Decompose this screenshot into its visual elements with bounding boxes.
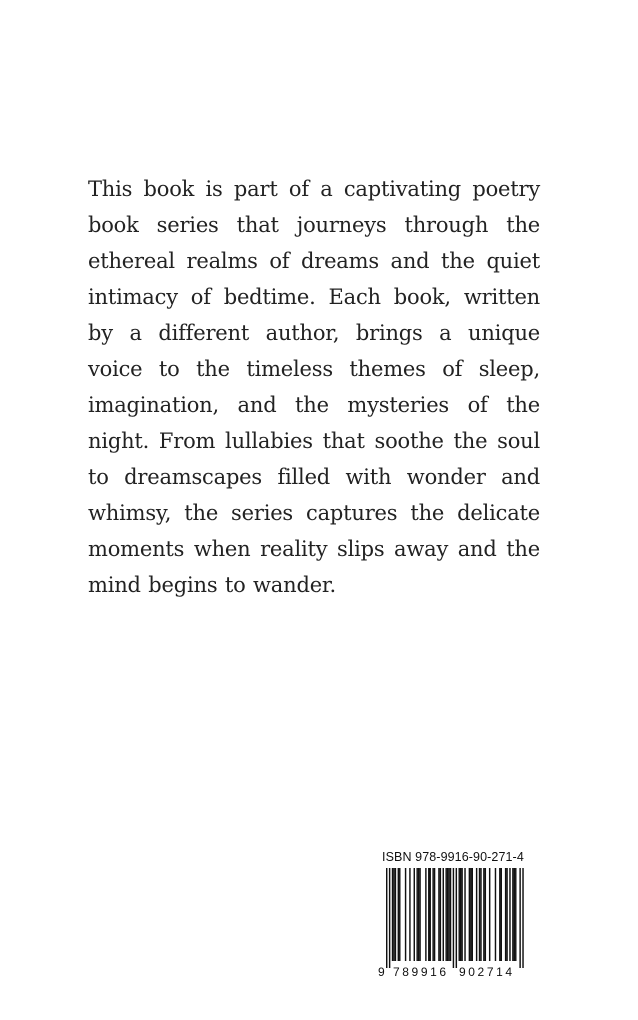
cover-blurb: This book is part of a captivating poetry book series that journeys through the ethereal realms of dreams and the quiet intimacy of bedtime. Each book, written by a different author, brings a unique voice to the timeless themes of sleep, imagination, and the mysteries of the night. From lullabies that soothe the soul to dreamscapes filled with wonder and whimsy, the series captures the delicate moments when reality slips away and the mind begins to wander.: [88, 177, 540, 597]
barcode-bar: [445, 868, 446, 961]
barcode-bar: [509, 868, 510, 961]
barcode-bar: [456, 868, 457, 968]
barcode-bar: [459, 868, 460, 961]
isbn-barcode-block: [376, 850, 531, 978]
barcode-bar: [399, 868, 400, 961]
barcode-bar: [450, 868, 451, 961]
barcode-bar: [419, 868, 420, 961]
barcode-bar: [428, 868, 429, 961]
barcode-bar: [479, 868, 480, 961]
barcode-bar: [409, 868, 410, 961]
barcode-digits-right: 902714: [459, 965, 515, 978]
barcode-bar: [522, 868, 523, 968]
barcode-bar: [464, 868, 465, 961]
barcode-bar: [476, 868, 477, 961]
barcode-bar: [469, 868, 470, 961]
barcode-bar: [470, 868, 471, 961]
barcode-bar: [392, 868, 393, 961]
barcode-bar: [414, 868, 415, 961]
barcode-bar: [499, 868, 500, 961]
barcode-bar: [430, 868, 431, 961]
barcode-bar: [393, 868, 394, 961]
barcode-bar: [519, 868, 520, 968]
barcode-bar: [472, 868, 473, 961]
barcode-bar: [440, 868, 441, 961]
barcode-bar: [505, 868, 506, 961]
barcode-digits-left: 789916: [393, 965, 449, 978]
barcode-bar: [448, 868, 449, 961]
barcode-bar: [512, 868, 513, 961]
barcode-bar: [489, 868, 490, 961]
barcode-bar: [389, 868, 390, 968]
barcode-digit-lead: 9: [378, 965, 385, 978]
barcode-bar: [386, 868, 387, 968]
barcode-bar: [460, 868, 461, 961]
barcode-bar: [515, 868, 516, 961]
barcode-bar: [425, 868, 426, 961]
barcode-bar: [483, 868, 484, 961]
barcode-bar: [506, 868, 507, 961]
barcode-bar: [434, 868, 435, 961]
barcode-bar: [443, 868, 444, 961]
barcode-bar: [480, 868, 481, 961]
barcode-bar: [501, 868, 502, 961]
barcode-bar: [416, 868, 417, 961]
barcode-bar: [418, 868, 419, 961]
barcode-bar: [485, 868, 486, 961]
barcode-bar: [447, 868, 448, 961]
barcode-bar: [461, 868, 462, 961]
barcode-image: [376, 868, 531, 978]
barcode-bar: [495, 868, 496, 961]
barcode-bar: [432, 868, 433, 961]
barcode-bar: [395, 868, 396, 961]
barcode-bar: [453, 868, 454, 968]
barcode-bar: [438, 868, 439, 961]
barcode-bar: [514, 868, 515, 961]
barcode-bar: [398, 868, 399, 961]
isbn-label: ISBN 978-9916-90-271-4: [382, 850, 524, 864]
barcode-bar: [405, 868, 406, 961]
